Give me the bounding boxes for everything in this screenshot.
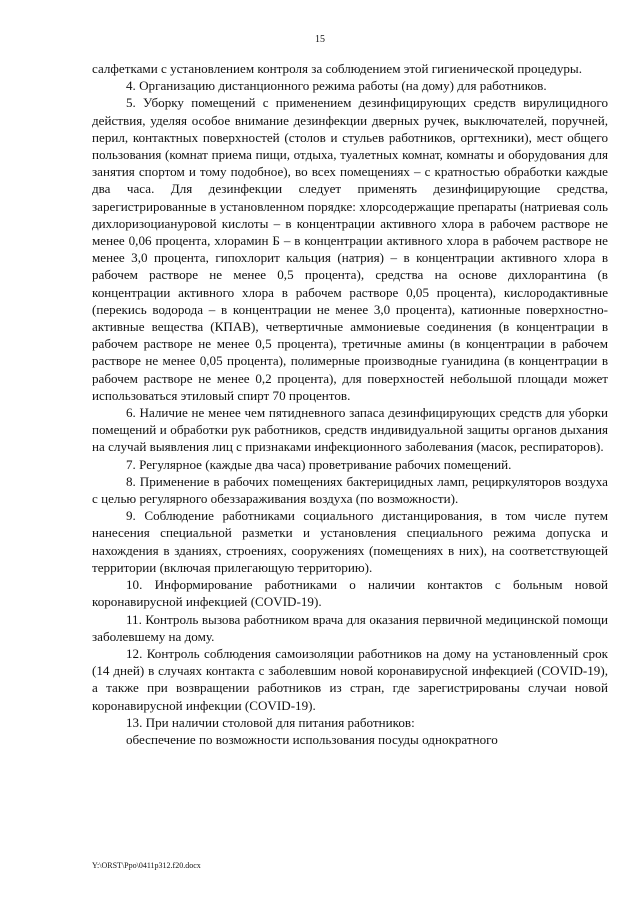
paragraph-item-13: 13. При наличии столовой для питания работников: [126, 714, 415, 730]
file-path-footer: Y:\ORST\Ppo\0411p312.f20.docx [92, 861, 201, 870]
paragraph-item-6: 6. Наличие не менее чем пятидневного запаса дезинфицирующих средств для уборки помещений и обработки рук работников, средств индивидуальной защиты органов дыхания на случай выявления лиц с признаками инфекционного заболевания (масок, респираторов). [92, 405, 608, 455]
document-body [92, 60, 608, 748]
paragraph-item-12: 12. Контроль соблюдения самоизоляции работников на дому на установленный срок (14 дней) в случаях контакта с заболевшим новой коронавирусной инфекцией (COVID-19), а также при возвращении работников из стран, где зарегистрированы случаи новой коронавирусной инфекции (COVID-19). [92, 645, 608, 713]
paragraph-item-13-sub: обеспечение по возможности использования посуды однократного [126, 731, 498, 747]
paragraph-item-4: 4. Организацию дистанционного режима работы (на дому) для работников. [126, 78, 547, 94]
page-number: 15 [315, 34, 325, 45]
paragraph-continuation: салфетками с установлением контроля за соблюдением этой гигиенической процедуры. [92, 61, 582, 76]
paragraph-item-7: 7. Регулярное (каждые два часа) проветривание рабочих помещений. [126, 456, 512, 472]
paragraph-item-9: 9. Соблюдение работниками социального дистанцирования, в том числе путем нанесения специальной разметки и установления специального режима допуска и нахождения в зданиях, строениях, сооружениях (помещениях в них), на соответствующей территории (включая прилегающую территорию). [92, 508, 608, 575]
paragraph-item-8: 8. Применение в рабочих помещениях бактерицидных ламп, рециркуляторов воздуха с целью регулярного обеззараживания воздуха (по возможности). [92, 473, 608, 507]
paragraph-item-5: 5. Уборку помещений с применением дезинфицирующих средств вирулицидного действия, уделяя особое внимание дезинфекции дверных ручек, выключателей, поручней, перил, контактных поверхностей (столов и стульев работников, оргтехники), мест общего пользования (комнат приема пищи, отдыха, туалетных комнат, комнаты и оборудования для занятия спортом и тому подобное), во всех помещениях – с кратностью обработки каждые два часа. Для дезинфекции следует применять дезинфицирующие средства, зарегистрированные в установленном порядке: хлорсодержащие препараты (натриевая соль дихлоризоциануровой кислоты – в концентрации активного хлора в рабочем растворе не менее 0,06 процента, хлорамин Б – в концентрации активного хлора в рабочем растворе не менее 3,0 процента, гипохлорит кальция (натрия) – в концентрации активного хлора в рабочем растворе не менее 0,5 процента), средства на основе дихлорантина (в концентрации активного хлора в рабочем растворе 0,05 процента), кислородактивные (перекись водорода – в концентрации не менее 3,0 процента), катионные поверхностно-активные вещества (КПАВ), четвертичные аммониевые соединения (в концентрации в рабочем растворе не менее 0,5 процента), третичные амины (в концентрации в рабочем растворе не менее 0,05 процента), полимерные производные гуанидина (в концентрации в рабочем растворе не менее 0,2 процента), для поверхностей небольшой площади может использоваться этиловый спирт 70 процентов. [92, 95, 608, 403]
paragraph-item-11: 11. Контроль вызова работником врача для оказания первичной медицинской помощи заболевшему на дому. [92, 611, 608, 644]
paragraph-item-10: 10. Информирование работниками о наличии контактов с больным новой коронавирусной инфекцией (COVID-19). [92, 577, 608, 610]
